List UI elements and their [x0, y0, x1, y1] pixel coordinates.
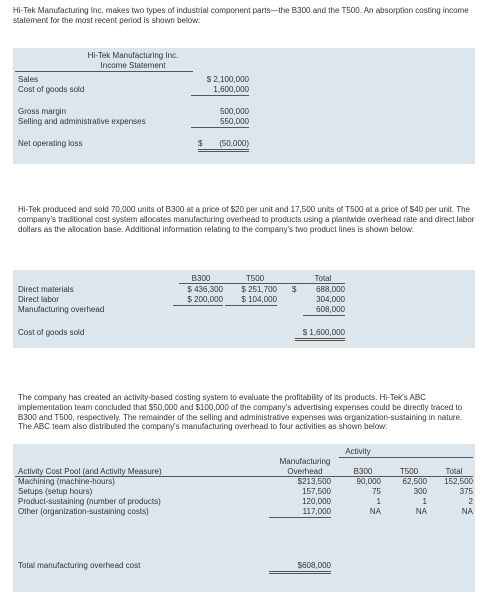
machining-overhead: $213,500: [297, 477, 331, 486]
cogs-value: 1,600,000: [191, 85, 249, 96]
direct-labor-t500: $ 104,000: [225, 295, 277, 306]
other-total: NA: [461, 507, 473, 516]
setups-label: Setups (setup hours): [18, 487, 93, 496]
mfg-overhead-total: 608,000: [303, 305, 345, 316]
gross-margin-label: Gross margin: [18, 107, 67, 116]
income-statement-title: Hi-Tek Manufacturing Inc.: [87, 51, 179, 60]
col-activity-t500: T500: [399, 467, 419, 476]
net-operating-loss-amount: (50,000): [219, 139, 249, 148]
product-cost-box: [13, 270, 475, 348]
sales-label: Sales: [18, 75, 39, 84]
setups-total: 375: [459, 487, 473, 496]
product-cogs-label: Cost of goods sold: [18, 328, 85, 337]
machining-label: Machining (machine-hours): [18, 477, 115, 486]
product-cogs-value: $ 1,600,000: [295, 328, 345, 341]
other-t500: NA: [415, 507, 427, 516]
product-sustaining-overhead: 120,000: [302, 497, 331, 506]
net-operating-loss-value: [198, 139, 249, 152]
income-statement-box: [13, 48, 475, 164]
direct-materials-b300: $ 436,300: [187, 285, 223, 294]
col-mfg-overhead-2: Overhead: [287, 467, 323, 476]
product-sustaining-t500: 1: [422, 497, 427, 506]
sales-value: $ 2,100,000: [206, 75, 249, 84]
total-overhead-value: $608,000: [269, 561, 331, 574]
product-sustaining-label: Product-sustaining (number of products): [18, 497, 161, 506]
net-operating-loss-label: Net operating loss: [18, 139, 83, 148]
abc-paragraph: The company has created an activity-based costing system to evaluate the profitability of its products. Hi-Tek's ABC implementation team concluded that $50,000 and $100,000 of the company's advertising expenses could be directly traced to B300 and T500, respectively. The remainder of the selling and administrative expenses was organization-sustaining in nature. The ABC team also distributed the company's manufacturing overhead to four activities as shown below:: [18, 393, 463, 432]
mfg-overhead-label: Manufacturing overhead: [18, 305, 105, 314]
setups-b300: 75: [372, 487, 381, 496]
direct-materials-dollar: $: [292, 285, 297, 294]
col-activity-b300: B300: [353, 467, 373, 476]
other-overhead: 117,000: [269, 507, 331, 518]
direct-labor-total: 304,000: [316, 295, 345, 304]
activity-header: Activity: [345, 447, 371, 456]
activity-pool-header: Activity Cost Pool (and Activity Measure): [18, 467, 162, 476]
intro-paragraph: Hi-Tek Manufacturing Inc. makes two types of industrial component parts—the B300 and the T500. An absorption costing income statement for the most recent period is shown below:: [13, 6, 469, 25]
product-sustaining-total: 2: [468, 497, 473, 506]
direct-labor-label: Direct labor: [18, 295, 59, 304]
total-overhead-label: Total manufacturing overhead cost: [18, 561, 141, 570]
activity-cost-box: [13, 444, 475, 592]
activity-header-divider: [339, 457, 473, 459]
direct-materials-total: 688,000: [316, 285, 345, 294]
other-label: Other (organization-sustaining costs): [18, 507, 149, 516]
income-statement-subtitle: Income Statement: [100, 61, 166, 70]
col-activity-total: Total: [445, 467, 463, 476]
col-header-total: Total: [314, 274, 332, 283]
other-b300: NA: [369, 507, 381, 516]
production-paragraph: Hi-Tek produced and sold 70,000 units of B300 at a price of $20 per unit and 17,500 units of T500 at a price of $40 per unit. The company's traditional cost system allocates manufacturing overhead to products using a plantwide overhead rate and direct labor dollars as the allocation base. Additional information relating to the company's two product lines is shown below:: [18, 205, 475, 234]
col-mfg-overhead-1: Manufacturing: [279, 457, 331, 466]
col-header-b300: B300: [191, 274, 211, 283]
machining-total: 152,500: [444, 477, 473, 486]
direct-materials-t500: $ 251,700: [241, 285, 277, 294]
direct-materials-label: Direct materials: [18, 285, 74, 294]
cogs-label: Cost of goods sold: [18, 85, 85, 94]
net-dollar-sign: $: [198, 139, 203, 148]
machining-t500: 62,500: [402, 477, 427, 486]
setups-overhead: 157,500: [302, 487, 331, 496]
title-divider: [15, 70, 193, 72]
gross-margin-value: 500,000: [220, 107, 249, 116]
direct-labor-b300: $ 200,000: [173, 295, 223, 306]
col-header-t500: T500: [245, 274, 265, 283]
machining-b300: 90,000: [356, 477, 381, 486]
selling-admin-label: Selling and administrative expenses: [18, 117, 146, 126]
selling-admin-value: 550,000: [191, 117, 249, 128]
setups-t500: 300: [413, 487, 427, 496]
product-sustaining-b300: 1: [376, 497, 381, 506]
